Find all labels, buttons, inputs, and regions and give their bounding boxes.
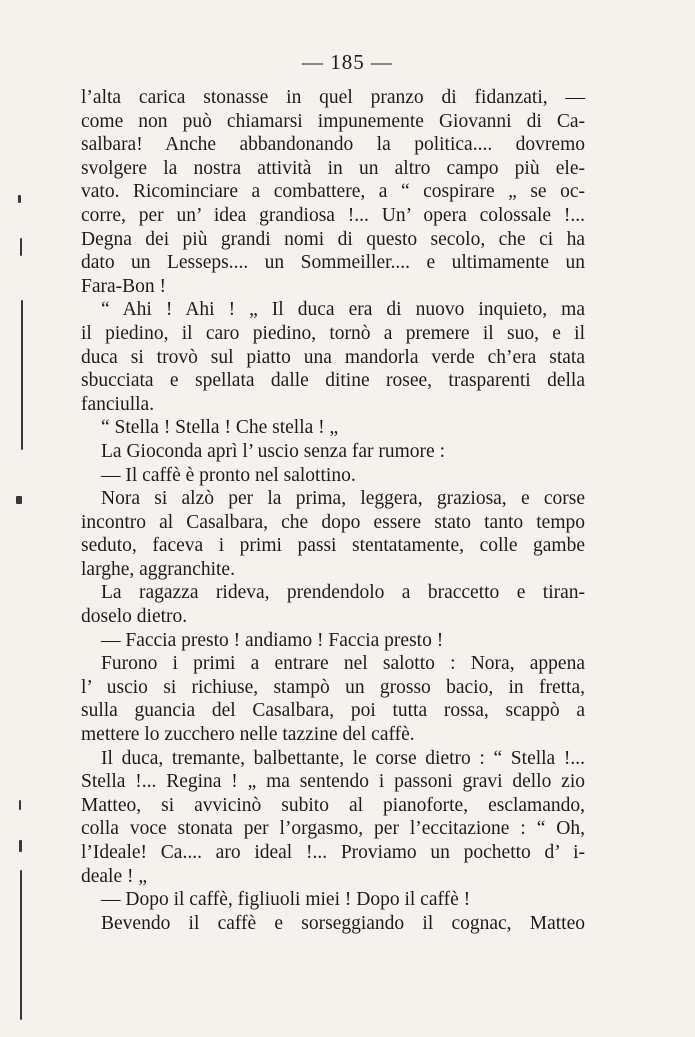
text-line: La ragazza rideva, prendendolo a braccetto e tiran- [101, 582, 585, 604]
margin-mark [20, 238, 22, 256]
text-line: corre, per un’ idea grandiosa !... Un’ opera colossale !... [81, 204, 585, 226]
margin-mark [19, 800, 21, 810]
text-line: — Dopo il caffè, figliuoli miei ! Dopo il caffè ! [101, 889, 471, 911]
text-line: La Gioconda aprì l’ uscio senza far rumore : [101, 440, 445, 462]
text-line: incontro al Casalbara, che dopo essere stato tanto tempo [81, 511, 585, 533]
text-line: sulla guancia del Casalbara, poi tutta rossa, scappò a [81, 700, 585, 722]
text-line: — Il caffè è pronto nel salottino. [101, 464, 356, 486]
text-line: Nora si alzò per la prima, leggera, graziosa, e corse [101, 488, 585, 510]
text-line: vato. Ricominciare a combattere, a “ cospirare „ se oc- [81, 181, 585, 203]
body-text [81, 86, 585, 935]
text-line: Fara-Bon ! [81, 275, 167, 297]
text-line: seduto, faceva i primi passi stentatamente, colle gambe [81, 535, 585, 557]
text-line: l’Ideale! Ca.... aro ideal !... Proviamo un pochetto d’ i- [81, 842, 585, 863]
text-line: Bevendo il caffè e sorseggiando il cognac, Matteo [101, 912, 585, 934]
text-line: deale ! „ [81, 865, 148, 887]
margin-mark [19, 840, 22, 852]
text-line: il piedino, il caro piedino, tornò a premere il suo, e il [81, 322, 585, 344]
text-line: — Faccia presto ! andiamo ! Faccia presto ! [101, 629, 444, 651]
margin-mark [21, 300, 23, 450]
text-line: larghe, aggranchite. [81, 558, 235, 580]
text-line: colla voce stonata per l’orgasmo, per l’eccitazione : “ Oh, [81, 818, 585, 840]
text-line: dato un Lesseps.... un Sommeiller.... e ultimamente un [81, 252, 585, 274]
text-line: mettere lo zucchero nelle tazzine del caffè. [81, 724, 415, 746]
text-line: “ Ahi ! Ahi ! „ Il duca era di nuovo inquieto, ma [101, 299, 585, 321]
text-line: duca si trovò sul piatto una mandorla verde ch’era stata [81, 346, 585, 368]
text-line: Il duca, tremante, balbettante, le corse dietro : “ Stella !... [101, 747, 585, 769]
text-line: sbucciata e spellata dalle ditine rosee, trasparenti della [81, 370, 585, 392]
page-number: — 185 — [302, 50, 393, 74]
text-line: fanciulla. [81, 393, 155, 415]
text-line: l’ uscio si richiuse, stampò un grosso bacio, in fretta, [81, 676, 585, 698]
text-line: Stella !... Regina ! „ ma sentendo i passoni gravi dello zio [81, 771, 585, 793]
text-line: Degna dei più grandi nomi di questo secolo, che ci ha [81, 228, 585, 250]
text-line: l’alta carica stonasse in quel pranzo di fidanzati, — [81, 87, 585, 108]
text-line: salbara! Anche abbandonando la politica.... dovremo [81, 134, 585, 156]
text-line: doselo dietro. [81, 606, 188, 628]
text-line: svolgere la nostra attività in un altro campo più ele- [81, 157, 585, 179]
margin-mark [18, 195, 21, 203]
text-line: come non può chiamarsi impunemente Giovanni di Ca- [81, 110, 585, 132]
margin-mark [20, 870, 22, 1020]
margin-mark [16, 496, 22, 504]
text-line: “ Stella ! Stella ! Che stella ! „ [101, 417, 339, 439]
text-line: Matteo, si avvicinò subito al pianoforte, esclamando, [81, 794, 585, 816]
text-line: Furono i primi a entrare nel salotto : Nora, appena [101, 653, 585, 675]
